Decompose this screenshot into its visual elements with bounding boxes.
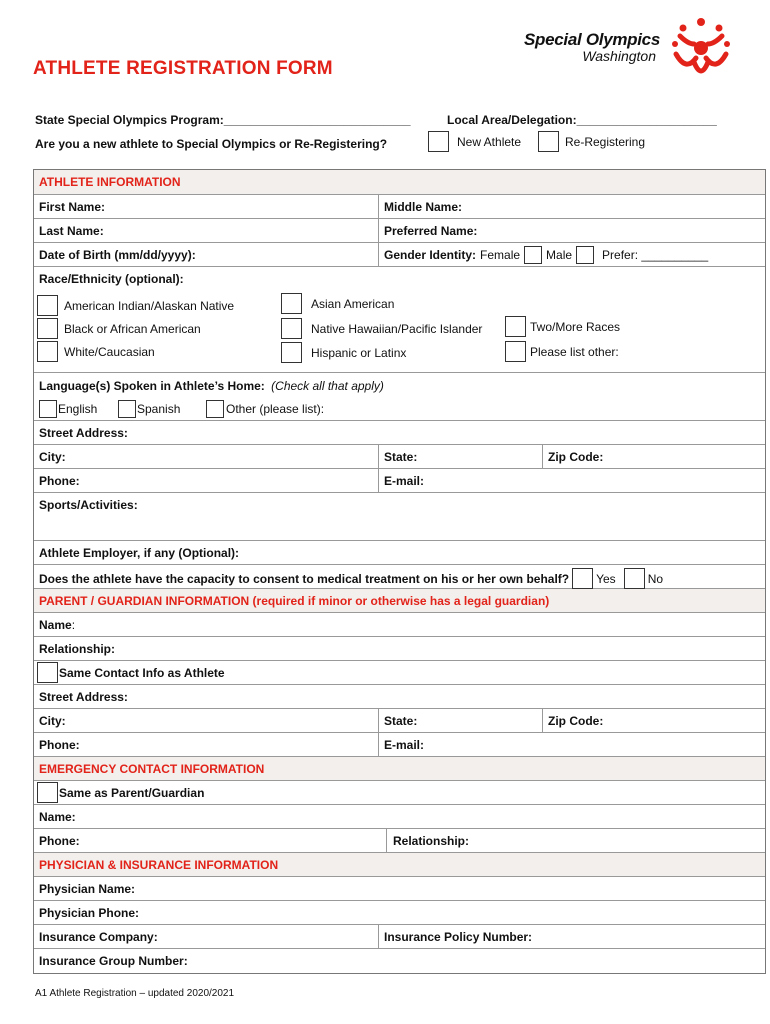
physician-name-field[interactable]: Physician Name: (39, 882, 136, 896)
lang-other-checkbox[interactable] (206, 400, 224, 418)
footer-text: A1 Athlete Registration – updated 2020/2021 (35, 988, 235, 999)
physician-section-header (34, 853, 765, 877)
logo (470, 30, 660, 64)
guardian-street-field[interactable]: Street Address: (39, 690, 128, 704)
language-note: (Check all that apply) (271, 379, 384, 393)
race-other-label[interactable]: Please list other: (530, 344, 619, 359)
emergency-same-checkbox[interactable] (37, 782, 58, 803)
row-sports (34, 493, 765, 541)
consent-no-label: No (647, 571, 664, 586)
new-athlete-label: New Athlete (457, 134, 522, 149)
row-guardian-name (34, 613, 765, 637)
gender-male-checkbox[interactable] (576, 246, 594, 264)
race-hispanic-checkbox[interactable] (281, 342, 302, 363)
local-area-field[interactable]: Local Area/Delegation:_____________________ (447, 113, 717, 127)
gender-female-checkbox[interactable] (524, 246, 542, 264)
middle-name-field[interactable]: Middle Name: (378, 195, 765, 218)
re-registering-label: Re-Registering (565, 134, 646, 149)
row-language (34, 373, 765, 421)
guardian-name-field[interactable] (34, 613, 765, 636)
guardian-same-contact-label: Same Contact Info as Athlete (59, 665, 225, 680)
row-phone (34, 469, 765, 493)
zip-field[interactable]: Zip Code: (542, 445, 765, 468)
registration-form (33, 169, 766, 974)
race-asian-label: Asian American (311, 296, 395, 311)
row-street (34, 421, 765, 445)
emergency-relationship-field[interactable]: Relationship: (386, 829, 765, 852)
sports-field[interactable]: Sports/Activities: (39, 498, 138, 512)
row-last-name (34, 219, 765, 243)
row-guardian-city (34, 709, 765, 733)
guardian-section-title: PARENT / GUARDIAN INFORMATION (required if minor or otherwise has a legal guardian) (39, 594, 550, 608)
gender-prefer-field[interactable]: Prefer: __________ (602, 248, 709, 262)
race-asian-checkbox[interactable] (281, 293, 302, 314)
consent-question: Does the athlete have the capacity to consent to medical treatment on his or her own behalf? (39, 571, 570, 586)
row-emergency-same (34, 781, 765, 805)
guardian-name-colon: : (71, 618, 76, 632)
row-consent (34, 565, 765, 589)
lang-english-checkbox[interactable] (39, 400, 57, 418)
row-city (34, 445, 765, 469)
dob-field[interactable]: Date of Birth (mm/dd/yyyy): (39, 248, 196, 262)
race-white-label: White/Caucasian (64, 344, 155, 359)
gender-female-label: Female (480, 248, 521, 262)
race-hawaiian-checkbox[interactable] (281, 318, 302, 339)
consent-yes-label: Yes (596, 571, 616, 586)
new-athlete-checkbox[interactable] (428, 131, 449, 152)
gender-male-label: Male (546, 248, 573, 262)
guardian-state-field[interactable]: State: (378, 709, 542, 732)
guardian-same-contact-checkbox[interactable] (37, 662, 58, 683)
page-title: ATHLETE REGISTRATION FORM (33, 58, 333, 79)
consent-no-checkbox[interactable] (624, 568, 645, 589)
row-guardian-same (34, 661, 765, 685)
row-emergency-name (34, 805, 765, 829)
guardian-section-header (34, 589, 765, 613)
employer-field[interactable]: Athlete Employer, if any (Optional): (39, 546, 240, 560)
lang-spanish-checkbox[interactable] (118, 400, 136, 418)
race-hawaiian-label: Native Hawaiian/Pacific Islander (311, 321, 483, 336)
athlete-section-title: ATHLETE INFORMATION (39, 175, 181, 189)
logo-sub-text: Washington (582, 48, 656, 64)
lang-other-label[interactable]: Other (please list): (226, 402, 325, 416)
consent-yes-checkbox[interactable] (572, 568, 593, 589)
lang-spanish-label: Spanish (137, 402, 181, 416)
re-registering-checkbox[interactable] (538, 131, 559, 152)
emergency-phone-field[interactable]: Phone: (39, 834, 80, 848)
guardian-zip-field[interactable]: Zip Code: (542, 709, 765, 732)
race-two-more-checkbox[interactable] (505, 316, 526, 337)
guardian-name-label: Name (39, 618, 72, 632)
emergency-name-field[interactable]: Name: (39, 810, 76, 824)
insurance-group-field[interactable]: Insurance Group Number: (39, 954, 188, 968)
special-olympics-logo-icon (666, 14, 736, 87)
street-address-field[interactable]: Street Address: (39, 426, 128, 440)
state-program-field[interactable]: State Special Olympics Program:____________________________ (35, 113, 411, 127)
row-dob (34, 243, 765, 267)
lang-english-label: English (58, 402, 98, 416)
state-field[interactable]: State: (378, 445, 542, 468)
emergency-same-label: Same as Parent/Guardian (59, 785, 205, 800)
logo-main-text: Special Olympics (524, 30, 660, 49)
insurance-company-field[interactable]: Insurance Company: (39, 930, 158, 944)
race-white-checkbox[interactable] (37, 341, 58, 362)
language-label: Language(s) Spoken in Athlete’s Home: (39, 379, 265, 393)
row-guardian-relationship (34, 637, 765, 661)
emergency-section-title: EMERGENCY CONTACT INFORMATION (39, 762, 265, 776)
race-two-more-label: Two/More Races (530, 319, 621, 334)
race-american-indian-label: American Indian/Alaskan Native (64, 298, 235, 313)
city-field[interactable]: City: (39, 450, 66, 464)
gender-label: Gender Identity: (384, 248, 477, 262)
athlete-section-header (34, 170, 765, 195)
last-name-field[interactable]: Last Name: (39, 224, 104, 238)
insurance-policy-field[interactable]: Insurance Policy Number: (378, 925, 765, 948)
new-or-re-question: Are you a new athlete to Special Olympics or Re-Registering? (35, 137, 388, 151)
row-physician-phone (34, 901, 765, 925)
row-employer (34, 541, 765, 565)
row-insurance-group (34, 949, 765, 973)
guardian-phone-field[interactable]: Phone: (39, 738, 80, 752)
first-name-field[interactable]: First Name: (39, 200, 106, 214)
race-black-label: Black or African American (64, 321, 201, 336)
gender-cell (378, 243, 765, 266)
physician-section-title: PHYSICIAN & INSURANCE INFORMATION (39, 858, 279, 872)
row-guardian-street (34, 685, 765, 709)
emergency-section-header (34, 757, 765, 781)
race-american-indian-checkbox[interactable] (37, 295, 58, 316)
race-other-checkbox[interactable] (505, 341, 526, 362)
row-guardian-phone (34, 733, 765, 757)
row-physician-name (34, 877, 765, 901)
guardian-city-field[interactable]: City: (39, 714, 66, 728)
email-field[interactable]: E-mail: (378, 469, 765, 492)
row-race (34, 267, 765, 373)
race-hispanic-label: Hispanic or Latinx (311, 345, 407, 360)
row-names (34, 195, 765, 219)
race-label: Race/Ethnicity (optional): (39, 272, 184, 286)
row-insurance-company (34, 925, 765, 949)
physician-phone-field[interactable]: Physician Phone: (39, 906, 140, 920)
guardian-email-field[interactable]: E-mail: (378, 733, 765, 756)
preferred-name-field[interactable]: Preferred Name: (378, 219, 765, 242)
race-black-checkbox[interactable] (37, 318, 58, 339)
guardian-relationship-field[interactable]: Relationship: (39, 642, 116, 656)
row-emergency-phone (34, 829, 765, 853)
phone-field[interactable]: Phone: (39, 474, 80, 488)
